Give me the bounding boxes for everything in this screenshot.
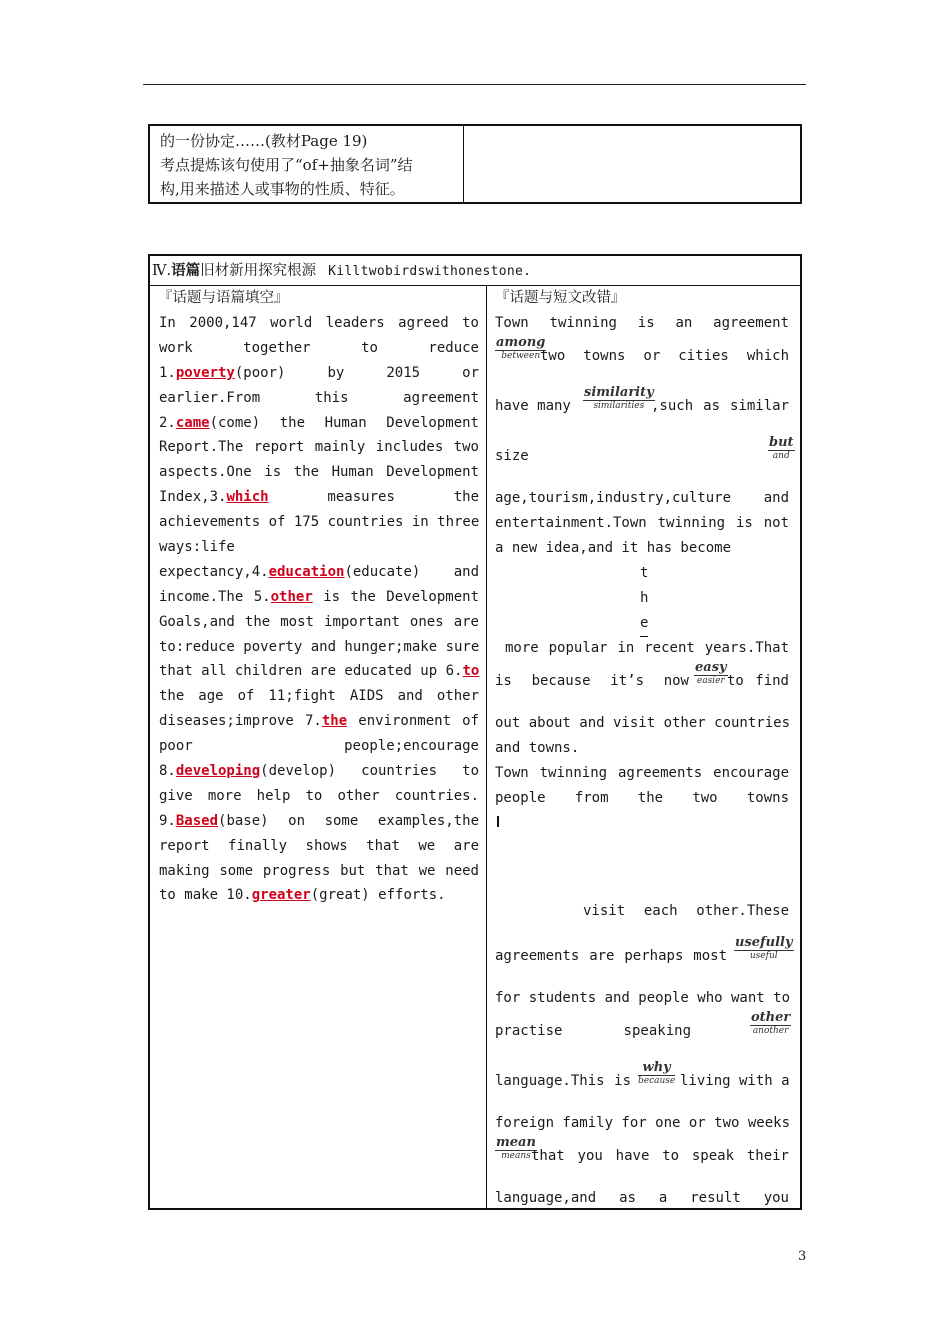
- passage-line: to find: [727, 673, 789, 689]
- passage-line: [159, 411, 479, 436]
- section-idiom: Killtwobirdswithonestone.: [328, 264, 532, 279]
- passage-line: [159, 585, 479, 610]
- passage-line: language.This is: [495, 1073, 631, 1089]
- passage-line: [159, 610, 479, 635]
- passage-text: is the Development: [312, 588, 479, 605]
- passage-line: is because it’s now: [495, 673, 689, 689]
- right-column: [487, 286, 800, 1208]
- correction-easy: easy easier: [695, 660, 727, 686]
- passage-line: for students and people who want to: [495, 990, 791, 1006]
- passage-line: [159, 659, 479, 684]
- top-table-left-cell: [150, 126, 464, 202]
- section-bold-label: 语篇: [171, 262, 201, 279]
- passage-text: poor people;encourage: [159, 738, 479, 755]
- passage-text: earlier.From this agreement: [159, 389, 479, 406]
- passage-text: give more help to other countries.: [159, 787, 479, 804]
- passage-text: achievements of 175 countries in three: [159, 514, 480, 531]
- passage-line: [159, 834, 479, 859]
- answer-word: poverty: [175, 364, 235, 381]
- answer-word: the: [321, 713, 348, 730]
- passage-text: report finally shows that we are: [159, 837, 479, 854]
- top-table-right-cell: [464, 126, 800, 202]
- correction-among: among between: [496, 335, 546, 361]
- answer-word: education: [268, 563, 345, 580]
- top-line-3: 构,用来描述人或事物的性质、特征。: [160, 180, 405, 198]
- passage-line: entertainment.Town twinning is not: [495, 515, 789, 531]
- passage-line: [159, 535, 479, 560]
- passage-line: [159, 435, 479, 460]
- left-column-title: 『话题与语篇填空』: [158, 290, 289, 306]
- correction-other: other another: [751, 1010, 791, 1036]
- passage-line: a new idea,and it has become: [495, 540, 732, 556]
- passage-line: [159, 859, 479, 884]
- passage-text: 9.: [159, 812, 176, 829]
- passage-line: [159, 883, 479, 908]
- passage-text: ways:life: [159, 539, 235, 556]
- section-header: [150, 256, 800, 286]
- vertical-letter: t: [640, 565, 649, 581]
- passage-line: [159, 734, 479, 759]
- passage-line: ,such as similar: [651, 398, 789, 414]
- passage-line: [159, 759, 479, 784]
- passage-text: (base) on some examples,the: [218, 812, 479, 829]
- section-number: Ⅳ.: [152, 263, 172, 279]
- passage-line: living with a: [680, 1073, 790, 1089]
- passage-line: [159, 635, 479, 660]
- page-number: 3: [798, 1249, 807, 1264]
- passage-line: [159, 684, 479, 709]
- passage-text: 2.: [159, 414, 176, 431]
- answer-word: other: [270, 588, 313, 605]
- answer-word: came: [175, 414, 210, 431]
- passage-line: out about and visit other countries: [495, 715, 791, 731]
- top-line-2: 考点提炼该句使用了“of+抽象名词”结: [160, 156, 413, 174]
- answer-word: to: [462, 663, 480, 680]
- passage-text: Report.The report mainly includes two: [159, 439, 479, 456]
- passage-text: income.The 5.: [159, 588, 271, 605]
- answer-word: developing: [175, 763, 261, 780]
- passage-line: visit each other.These: [583, 903, 789, 919]
- passage-line: [159, 336, 479, 361]
- text-cursor: [497, 816, 499, 827]
- header-rule: [143, 84, 806, 85]
- correction-mean: mean means: [496, 1135, 536, 1161]
- passage-line: practise speaking: [495, 1023, 691, 1039]
- passage-text: (develop) countries to: [260, 763, 479, 780]
- correction-but: but and: [769, 435, 794, 461]
- right-column-title: 『话题与短文改错』: [495, 290, 626, 306]
- correction-why: why because: [638, 1060, 676, 1086]
- top-line-1: 的一份协定……(教材Page 19): [160, 132, 368, 150]
- passage-text: the age of 11;fight AIDS and other: [159, 688, 479, 705]
- answer-word: which: [226, 489, 269, 506]
- passage-text: that all children are educated up 6.: [159, 663, 463, 680]
- passage-text: 1.: [159, 364, 176, 381]
- section-table: [148, 254, 802, 1210]
- passage-text: In 2000,147 world leaders agreed to: [159, 315, 479, 331]
- passage-line: [159, 510, 479, 535]
- passage-text: environment of: [347, 713, 479, 730]
- passage-line: language,and as a result you: [495, 1190, 789, 1206]
- passage-text: (great) efforts.: [310, 887, 446, 904]
- passage-text: expectancy,4.: [159, 563, 269, 580]
- passage-text: work together to reduce: [159, 339, 479, 356]
- passage-text: (poor) by 2015 or: [234, 364, 479, 381]
- section-title: 旧材新用探究根源: [200, 263, 317, 279]
- vertical-letter: e: [640, 611, 648, 637]
- passage-text: Index,3.: [159, 489, 227, 506]
- passage-line: [159, 709, 479, 734]
- correction-similarity: similarity similarities: [584, 385, 654, 411]
- passage-line: size: [495, 448, 529, 464]
- passage-line: [159, 311, 479, 336]
- passage-line: [159, 560, 479, 585]
- passage-text: making some progress but that we need: [159, 862, 479, 879]
- passage-line: [159, 460, 479, 485]
- correction-usefully: usefully useful: [735, 935, 793, 961]
- answer-word: Based: [175, 812, 219, 829]
- passage-line: age,tourism,industry,culture and: [495, 490, 789, 506]
- passage-text: Goals,and the most important ones are: [159, 613, 479, 630]
- passage-text: 8.: [159, 763, 176, 780]
- passage-line: two towns or cities which: [540, 348, 789, 364]
- passage-text: (come) the Human Development: [209, 414, 479, 431]
- passage-line: that you have to speak their: [531, 1148, 789, 1164]
- passage-line: [159, 361, 479, 386]
- passage-text: (educate) and: [344, 563, 479, 580]
- passage-line: agreements are perhaps most: [495, 948, 727, 964]
- passage-line: foreign family for one or two weeks: [495, 1115, 791, 1131]
- passage-text: diseases;improve 7.: [159, 713, 322, 730]
- passage-line: [159, 485, 479, 510]
- passage-line: have many: [495, 398, 571, 414]
- passage-text: aspects.One is the Human Development: [159, 464, 479, 481]
- passage-text: to:reduce poverty and hunger;make sure: [159, 638, 480, 655]
- answer-word: greater: [251, 887, 311, 904]
- fill-in-passage: [159, 311, 479, 908]
- passage-line: [159, 386, 479, 411]
- passage-line: people from the two towns: [495, 790, 789, 806]
- passage-line: and towns.: [495, 740, 580, 756]
- passage-line: [159, 784, 479, 809]
- top-table: [148, 124, 802, 204]
- passage-text: to make 10.: [159, 887, 252, 904]
- passage-line: more popular in recent years.That: [505, 640, 789, 656]
- passage-line: [159, 809, 479, 834]
- vertical-letter: h: [640, 590, 649, 606]
- passage-line: Town twinning is an agreement: [495, 315, 789, 331]
- passage-text: measures the: [268, 489, 479, 506]
- passage-line: Town twinning agreements encourage: [495, 765, 789, 781]
- left-column: [150, 286, 487, 1208]
